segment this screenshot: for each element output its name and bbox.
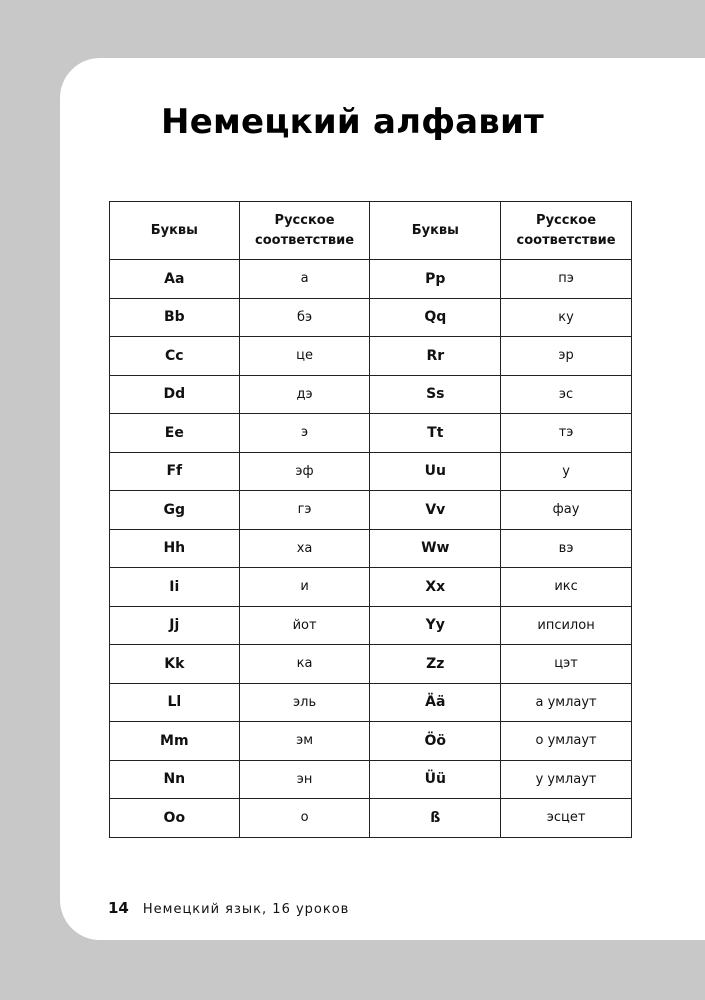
letter-cell: Ff [110,452,240,491]
header-letters-left: Буквы [110,202,240,260]
russian-cell: у [501,452,632,491]
letter-cell: Tt [370,414,501,453]
table-row [110,529,632,568]
russian-cell: йот [239,606,370,645]
russian-cell: ипсилон [501,606,632,645]
table-row [110,568,632,607]
table-body [110,260,632,838]
letter-cell: Ii [110,568,240,607]
russian-cell: бэ [239,298,370,337]
table-row [110,491,632,530]
letter-cell: Ää [370,683,501,722]
table-row [110,298,632,337]
russian-cell: и [239,568,370,607]
table-row [110,683,632,722]
letter-cell: Dd [110,375,240,414]
letter-cell: Ll [110,683,240,722]
letter-cell: Cc [110,337,240,376]
russian-cell: цэт [501,645,632,684]
russian-cell: эф [239,452,370,491]
table-header-row [110,202,632,260]
letter-cell: Vv [370,491,501,530]
russian-cell: эр [501,337,632,376]
russian-cell: ку [501,298,632,337]
table-row [110,260,632,299]
russian-cell: пэ [501,260,632,299]
page-number: 14 [108,899,129,917]
russian-cell: э [239,414,370,453]
table-row [110,452,632,491]
russian-cell: а [239,260,370,299]
russian-cell: гэ [239,491,370,530]
header-russian-right [501,202,632,260]
table-row [110,645,632,684]
letter-cell: Oo [110,799,240,838]
page-title: Немецкий алфавит [161,102,544,142]
table-row [110,799,632,838]
letter-cell: Üü [370,760,501,799]
letter-cell: Gg [110,491,240,530]
table-row [110,760,632,799]
header-russian-left [239,202,370,260]
letter-cell: Uu [370,452,501,491]
letter-cell: Mm [110,722,240,761]
header-letters-right: Буквы [370,202,501,260]
letter-cell: Öö [370,722,501,761]
book-title: Немецкий язык, 16 уроков [142,902,350,917]
table-row [110,722,632,761]
russian-cell: ха [239,529,370,568]
alphabet-table [109,201,632,838]
letter-cell: Jj [110,606,240,645]
russian-cell: ка [239,645,370,684]
russian-cell: эль [239,683,370,722]
russian-cell: эсцет [501,799,632,838]
letter-cell: Qq [370,298,501,337]
letter-cell: Yy [370,606,501,645]
letter-cell: Pp [370,260,501,299]
letter-cell: Nn [110,760,240,799]
russian-cell: це [239,337,370,376]
table-row [110,375,632,414]
table-row [110,606,632,645]
letter-cell: Ss [370,375,501,414]
letter-cell: Ee [110,414,240,453]
russian-cell: о [239,799,370,838]
letter-cell: ß [370,799,501,838]
letter-cell: Ww [370,529,501,568]
page-footer [108,899,349,917]
header-russian-right-text: Русское соответствие [516,212,616,248]
letter-cell: Zz [370,645,501,684]
table-row [110,414,632,453]
letter-cell: Aa [110,260,240,299]
russian-cell: фау [501,491,632,530]
letter-cell: Hh [110,529,240,568]
letter-cell: Kk [110,645,240,684]
letter-cell: Rr [370,337,501,376]
header-russian-left-text: Русское соответствие [255,212,355,248]
russian-cell: эм [239,722,370,761]
russian-cell: тэ [501,414,632,453]
letter-cell: Bb [110,298,240,337]
table-row [110,337,632,376]
russian-cell: эн [239,760,370,799]
russian-cell: икс [501,568,632,607]
russian-cell: дэ [239,375,370,414]
letter-cell: Xx [370,568,501,607]
russian-cell: о умлаут [501,722,632,761]
russian-cell: эс [501,375,632,414]
russian-cell: вэ [501,529,632,568]
russian-cell: у умлаут [501,760,632,799]
russian-cell: а умлаут [501,683,632,722]
